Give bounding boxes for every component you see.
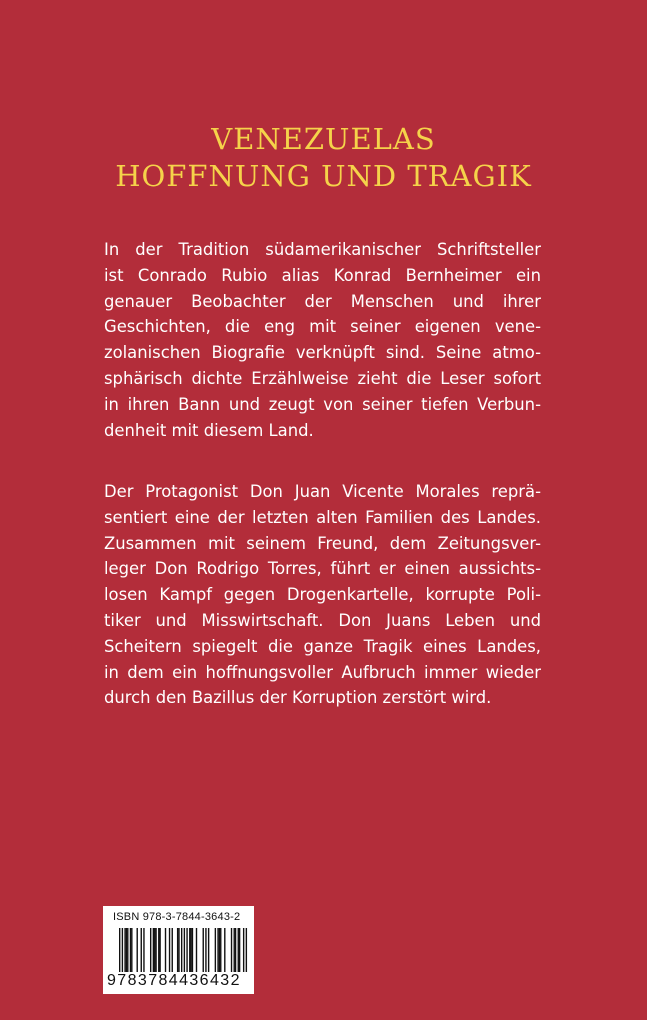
barcode-digits: 9783784436432 — [107, 972, 251, 990]
barcode-bar — [203, 928, 204, 972]
barcode-bar — [178, 928, 179, 972]
blurb-paragraph-2 — [104, 479, 541, 711]
barcode-bar — [234, 928, 235, 972]
barcode-bar — [165, 928, 166, 972]
barcode-bar — [224, 928, 225, 972]
blurb-paragraph-1 — [104, 237, 541, 443]
barcode-bar — [169, 928, 170, 972]
text-line: in ihren Bann und zeugt von seiner tiefen Verbun- — [104, 394, 541, 414]
barcode-bar — [205, 928, 206, 972]
barcode-bar — [196, 928, 197, 972]
barcode-bar — [126, 928, 127, 972]
text-line: ist Conrado Rubio alias Konrad Bernheimer ein — [104, 265, 541, 285]
barcode-bar — [130, 928, 131, 972]
text-line: tiker und Misswirtschaft. Don Juans Leben und — [104, 610, 541, 630]
barcode-bar — [141, 928, 142, 972]
barcode-bar — [220, 928, 221, 972]
barcode-bar — [127, 928, 128, 972]
barcode-bar — [131, 928, 132, 972]
barcode-bar — [231, 928, 232, 972]
text-line: Scheitern spiegelt die ganze Tragik eines Landes, — [104, 636, 541, 656]
barcode-bar — [177, 928, 178, 972]
barcode-bar — [190, 928, 191, 972]
barcode-bar — [143, 928, 144, 972]
barcode-bar — [155, 928, 156, 972]
text-line: durch den Bazillus der Korruption zerstört wird. — [104, 688, 492, 708]
barcode-bar — [239, 928, 240, 972]
text-line: Geschichten, die eng mit seiner eigenen vene- — [104, 317, 541, 337]
isbn-barcode — [103, 906, 254, 994]
barcode-bar — [159, 928, 160, 972]
text-line: zolanischen Biografie verknüpft sind. Seine atmo- — [104, 343, 541, 363]
barcode-bar — [153, 928, 154, 972]
title-line-1: VENEZUELAS — [211, 122, 436, 156]
text-line: leger Don Rodrigo Torres, führt er einen aussichts- — [104, 559, 541, 579]
title-line-2: HOFFNUNG UND TRAGIK — [115, 159, 532, 193]
barcode-bar — [208, 928, 209, 972]
text-line: sentiert eine der letzten alten Familien des Landes. — [104, 507, 541, 527]
text-line: genauer Beobachter der Menschen und ihrer — [104, 291, 541, 311]
barcode-bar — [150, 928, 151, 972]
barcode-bar — [238, 928, 239, 972]
text-line: denheit mit diesem Land. — [104, 420, 314, 440]
barcode-bar — [137, 928, 138, 972]
barcode-bar — [235, 928, 236, 972]
isbn-label: ISBN 978-3-7844-3643-2 — [113, 911, 241, 923]
text-line: Zusammen mit seinem Freund, dem Zeitungsver- — [104, 533, 541, 553]
text-line: sphärisch dichte Erzählweise zieht die Leser sofort — [104, 368, 541, 388]
barcode-bar — [192, 928, 193, 972]
barcode-bar — [189, 928, 190, 972]
barcode-bar — [158, 928, 159, 972]
text-line: In der Tradition südamerikanischer Schriftsteller — [104, 240, 541, 259]
barcode-bar — [124, 928, 125, 972]
barcode-bar — [154, 928, 155, 972]
text-line: Der Protagonist Don Juan Vicente Morales reprä- — [104, 482, 541, 501]
barcode-bar — [219, 928, 220, 972]
barcode-bar — [172, 928, 173, 972]
barcode-bar — [215, 928, 216, 972]
barcode-bar — [217, 928, 218, 972]
text-line: losen Kampf gegen Drogenkartelle, korrupte Poli- — [104, 585, 541, 605]
barcode-bar — [186, 928, 187, 972]
text-line: in dem ein hoffnungsvoller Aufbruch immer wieder — [104, 662, 541, 682]
